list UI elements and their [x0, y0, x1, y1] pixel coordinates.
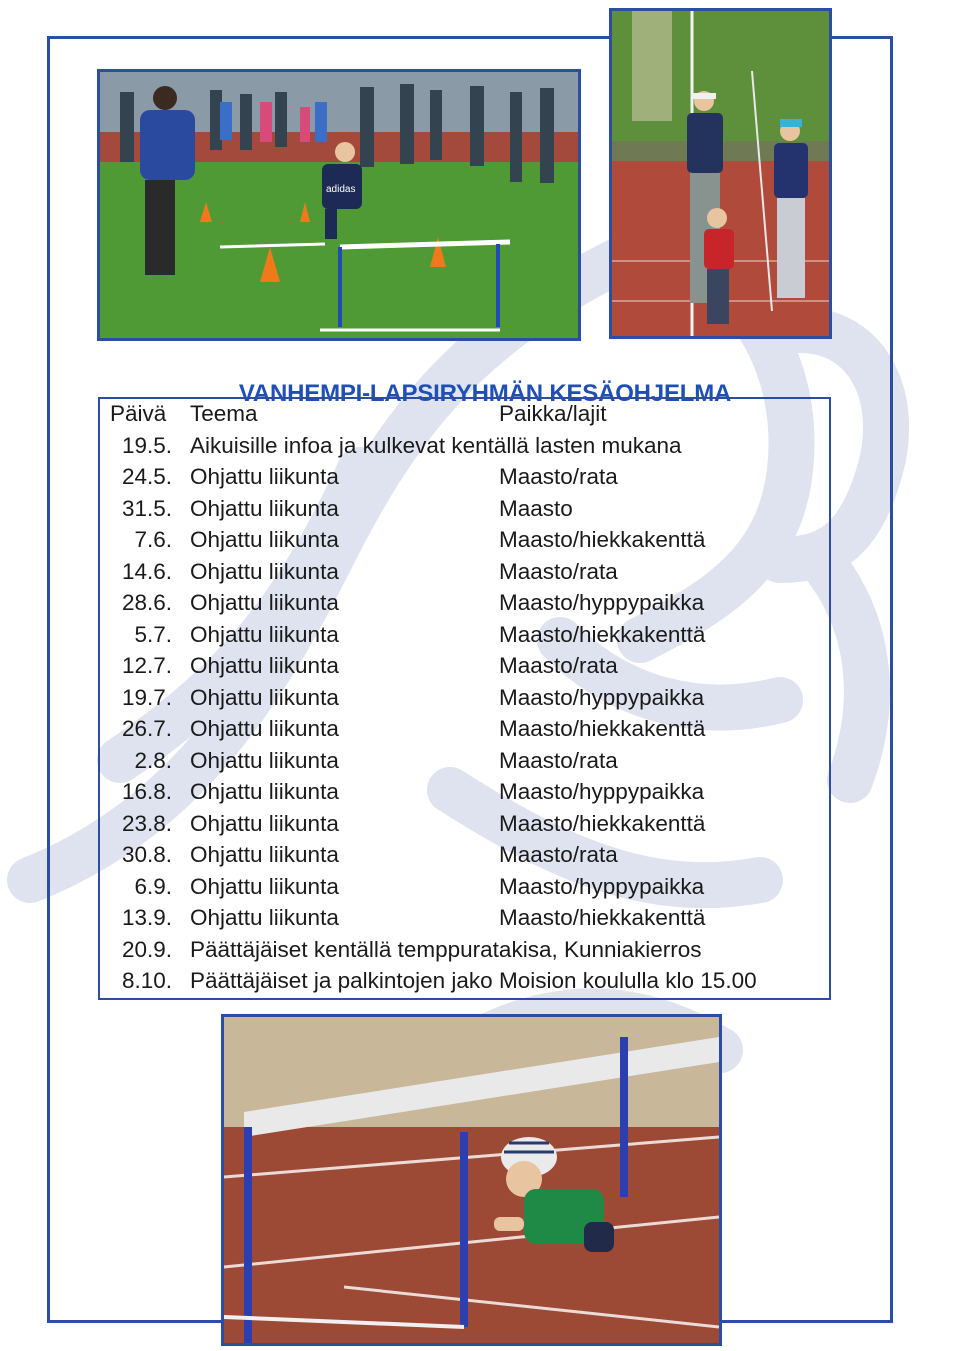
row-place: Maasto/hiekkakenttä [499, 716, 706, 741]
row-theme: Ohjattu liikunta [190, 779, 339, 804]
row-theme: Ohjattu liikunta [190, 716, 339, 741]
row-date: 5.7. [134, 622, 172, 647]
row-date: 14.6. [121, 559, 172, 584]
row-place: Maasto/hyppypaikka [499, 590, 705, 615]
header-theme: Teema [190, 401, 258, 426]
adidas-shirt-text: adidas [326, 184, 356, 195]
row-theme: Päättäjäiset ja palkintojen jako Moision koululla klo 15.00 [190, 968, 757, 993]
row-theme: Ohjattu liikunta [190, 622, 339, 647]
row-theme: Ohjattu liikunta [190, 748, 339, 773]
row-date: 8.10. [121, 968, 172, 993]
row-date: 16.8. [121, 779, 172, 804]
row-date: 23.8. [121, 811, 172, 836]
row-date: 6.9. [134, 874, 172, 899]
row-place: Maasto [499, 496, 573, 521]
row-theme: Päättäjäiset kentällä temppuratakisa, Kunniakierros [190, 937, 702, 962]
page-title: VANHEMPI-LAPSIRYHMÄN KESÄOHJELMA [238, 380, 732, 408]
row-theme: Ohjattu liikunta [190, 527, 339, 552]
photo-children-hurdles [97, 69, 581, 341]
row-theme: Ohjattu liikunta [190, 685, 339, 710]
photo-toddler-hurdle [221, 1014, 722, 1346]
row-place: Maasto/rata [499, 748, 618, 773]
row-date: 30.8. [121, 842, 172, 867]
row-theme: Aikuisille infoa ja kulkevat kentällä lasten mukana [190, 433, 682, 458]
row-theme: Ohjattu liikunta [190, 590, 339, 615]
row-place: Maasto/rata [499, 464, 618, 489]
row-date: 28.6. [121, 590, 172, 615]
row-place: Maasto/rata [499, 653, 618, 678]
row-place: Maasto/hiekkakenttä [499, 811, 706, 836]
row-theme: Ohjattu liikunta [190, 464, 339, 489]
header-place: Paikka/lajit [499, 401, 607, 426]
row-place: Maasto/hyppypaikka [499, 685, 705, 710]
row-theme: Ohjattu liikunta [190, 811, 339, 836]
row-place: Maasto/hiekkakenttä [499, 622, 706, 647]
schedule-table [98, 397, 831, 1000]
row-place: Maasto/hiekkakenttä [499, 905, 706, 930]
row-date: 26.7. [121, 716, 172, 741]
row-date: 7.6. [134, 527, 172, 552]
row-place: Maasto/rata [499, 559, 618, 584]
row-place: Maasto/hyppypaikka [499, 779, 705, 804]
photo-javelin [609, 8, 832, 339]
row-date: 19.7. [121, 685, 172, 710]
row-place: Maasto/hiekkakenttä [499, 527, 706, 552]
row-theme: Ohjattu liikunta [190, 559, 339, 584]
row-theme: Ohjattu liikunta [190, 842, 339, 867]
row-date: 19.5. [121, 433, 172, 458]
row-theme: Ohjattu liikunta [190, 496, 339, 521]
row-theme: Ohjattu liikunta [190, 653, 339, 678]
row-date: 12.7. [121, 653, 172, 678]
row-date: 20.9. [121, 937, 172, 962]
row-place: Maasto/rata [499, 842, 618, 867]
row-date: 13.9. [121, 905, 172, 930]
header-date: Päivä [110, 401, 167, 426]
row-date: 31.5. [121, 496, 172, 521]
row-place: Maasto/hyppypaikka [499, 874, 705, 899]
row-theme: Ohjattu liikunta [190, 874, 339, 899]
row-date: 2.8. [134, 748, 172, 773]
row-theme: Ohjattu liikunta [190, 905, 339, 930]
row-date: 24.5. [121, 464, 172, 489]
